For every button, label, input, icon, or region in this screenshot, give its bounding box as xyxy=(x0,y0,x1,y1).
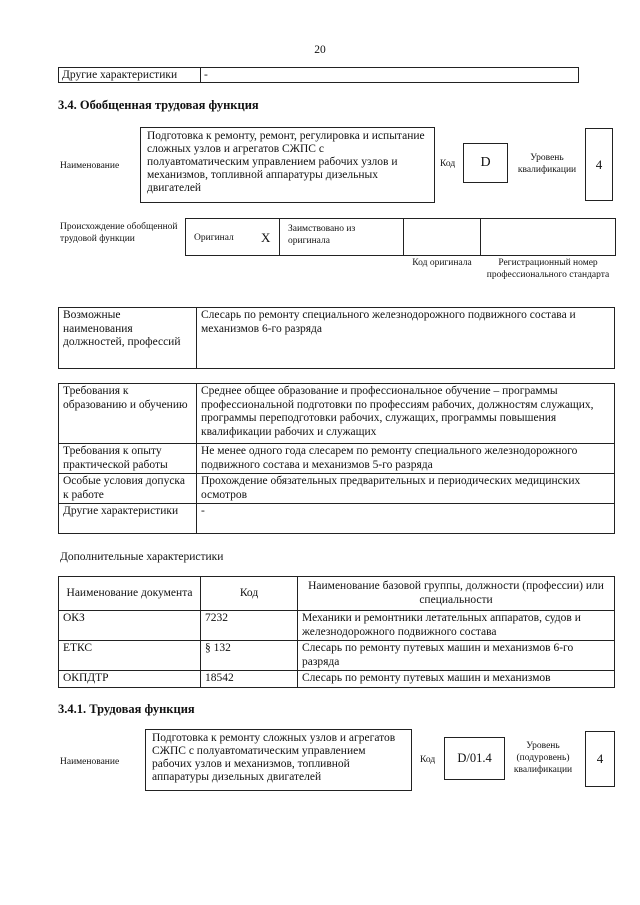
req-label: Другие характеристики xyxy=(59,504,197,534)
row-name: Механики и ремонтники летательных аппаратов, судов и железнодорожного подвижного состава xyxy=(298,611,615,641)
possible-names-table xyxy=(58,307,615,369)
table-row xyxy=(59,474,615,504)
origin-original-mark: X xyxy=(261,230,271,245)
gen-code-label: Код xyxy=(440,159,456,169)
section-heading-3-4-1: 3.4.1. Трудовая функция xyxy=(58,702,195,716)
req-value: Прохождение обязательных предварительных и периодических медицинских осмотров xyxy=(197,474,615,504)
origin-label: Происхождение обобщенной трудовой функции xyxy=(60,222,178,244)
gen-name-box: Подготовка к ремонту, ремонт, регулировка и испытание сложных узлов и агрегатов СЖПС с полуавтоматическим управлением рабочих узлов и механизмов, топливной аппаратуры дизельных двигателей xyxy=(140,127,435,203)
origin-original-label: Оригинал xyxy=(194,233,234,243)
row-code: 7232 xyxy=(201,611,298,641)
row-doc: ОКЗ xyxy=(59,611,201,641)
req-label: Требования к образованию и обучению xyxy=(59,384,197,444)
origin-code-cell xyxy=(403,218,481,256)
additional-table xyxy=(58,576,615,688)
req-label: Особые условия допуска к работе xyxy=(59,474,197,504)
lf-code-box: D/01.4 xyxy=(444,737,505,780)
lf-level-box: 4 xyxy=(585,731,615,787)
table-row xyxy=(59,671,615,688)
lf-code-label: Код xyxy=(420,755,436,765)
req-value: - xyxy=(197,504,615,534)
possible-names-value: Слесарь по ремонту специального железнодорожного подвижного состава и механизмов 6-го разряда xyxy=(197,308,615,369)
table-row xyxy=(59,611,615,641)
possible-names-label: Возможные наименования должностей, профессий xyxy=(59,308,197,369)
origin-original-cell xyxy=(185,218,280,256)
lf-level-label: Уровень (подуровень) квалификации xyxy=(513,741,573,775)
row-doc: ЕТКС xyxy=(59,641,201,671)
origin-code-caption: Код оригинала xyxy=(412,258,472,268)
req-value: Не менее одного года слесарем по ремонту специального железнодорожного подвижного состава и механизмов 5-го разряда xyxy=(197,444,615,474)
gen-name-label: Наименование xyxy=(60,161,120,171)
col-doc-header: Наименование документа xyxy=(59,577,201,611)
additional-heading: Дополнительные характеристики xyxy=(60,551,224,563)
table-header-row xyxy=(59,577,615,611)
row-code: 18542 xyxy=(201,671,298,688)
origin-reg-caption: Регистрационный номер профессионального стандарта xyxy=(486,258,610,280)
table-row xyxy=(59,444,615,474)
table-row xyxy=(59,504,615,534)
row-name: Слесарь по ремонту путевых машин и механизмов 6-го разряда xyxy=(298,641,615,671)
gen-level-label: Уровень квалификации xyxy=(517,153,577,175)
lf-name-label: Наименование xyxy=(60,757,120,767)
row-doc: ОКПДТР xyxy=(59,671,201,688)
top-row-value-cell xyxy=(200,67,579,83)
top-row-label: Другие характеристики xyxy=(62,69,178,81)
row-name: Слесарь по ремонту путевых машин и механизмов xyxy=(298,671,615,688)
origin-reg-cell xyxy=(480,218,616,256)
page-number: 20 xyxy=(314,44,326,56)
origin-borrowed-cell: Заимствовано из оригинала xyxy=(279,218,404,256)
req-label: Требования к опыту практической работы xyxy=(59,444,197,474)
lf-name-box: Подготовка к ремонту сложных узлов и агрегатов СЖПС с полуавтоматическим управлением рабочих узлов и механизмов, топливной аппаратуры дизельных двигателей xyxy=(145,729,412,791)
requirements-table xyxy=(58,383,615,534)
top-row-value: - xyxy=(204,69,208,81)
table-row xyxy=(59,384,615,444)
section-heading-3-4: 3.4. Обобщенная трудовая функция xyxy=(58,98,259,112)
col-name-header: Наименование базовой группы, должности (профессии) или специальности xyxy=(298,577,615,611)
row-code: § 132 xyxy=(201,641,298,671)
col-code-header: Код xyxy=(201,577,298,611)
gen-level-box: 4 xyxy=(585,128,613,201)
gen-code-box: D xyxy=(463,143,508,183)
top-row-label-cell xyxy=(58,67,201,83)
req-value: Среднее общее образование и профессиональное обучение – программы профессиональной подготовки по профессиям рабочих, должностям служащих, программы переподготовки рабочих, служащих, программы повышения квалификации рабочих и служащих xyxy=(197,384,615,444)
table-row xyxy=(59,641,615,671)
